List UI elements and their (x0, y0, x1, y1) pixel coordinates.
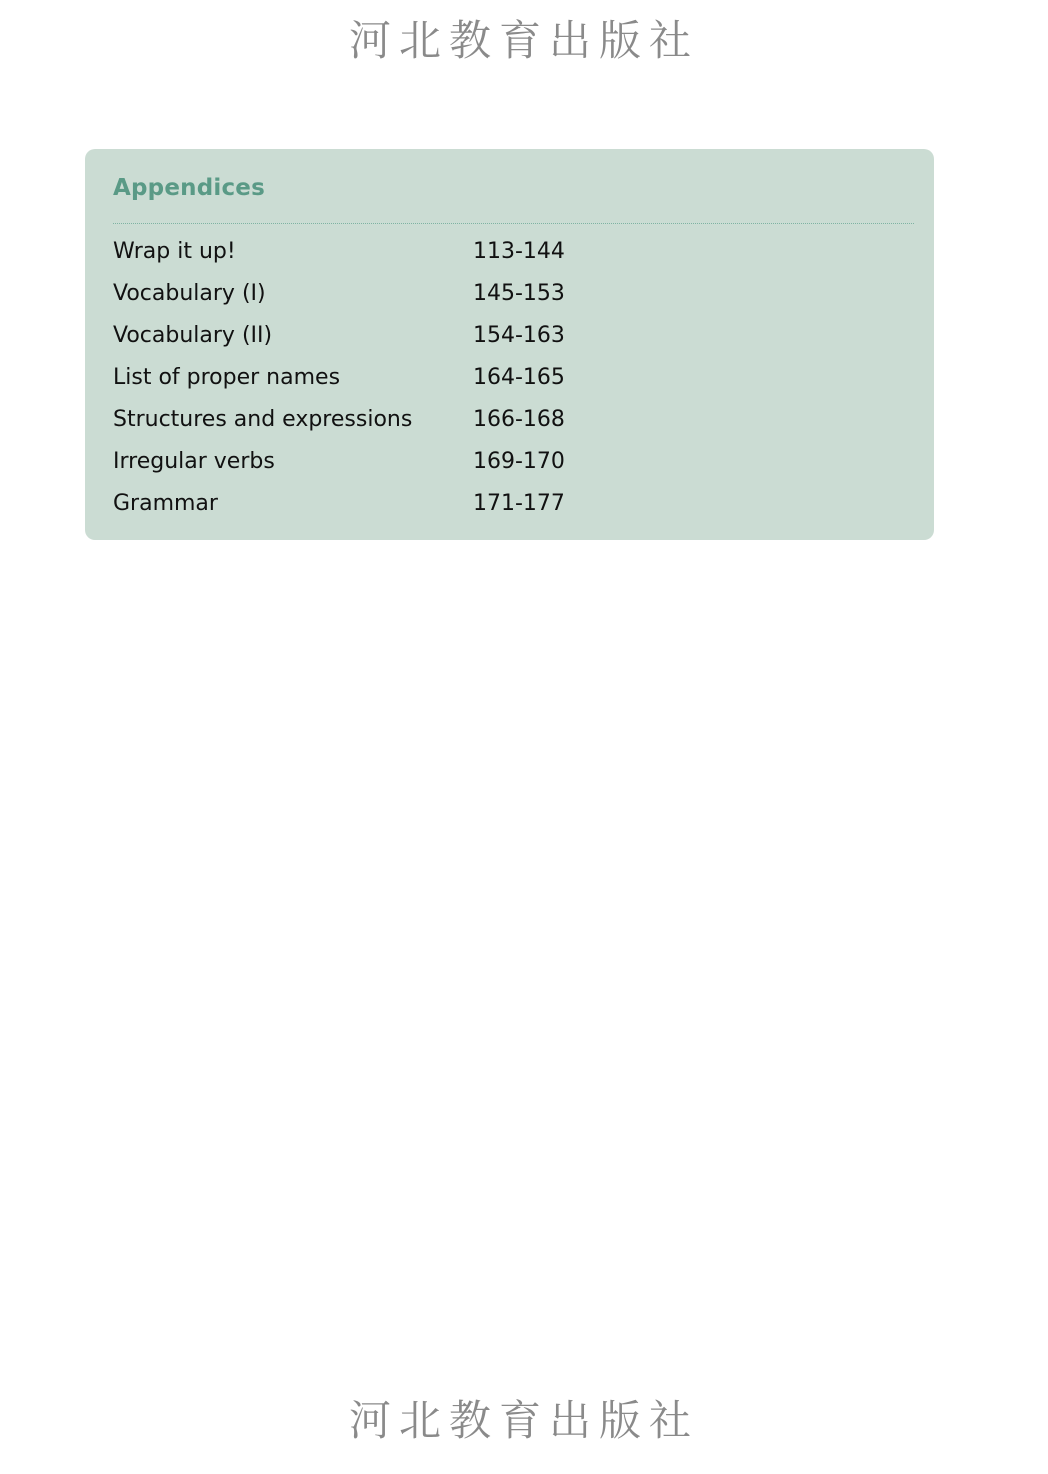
appendix-pages: 113-144 (473, 238, 565, 264)
appendices-list (113, 230, 873, 524)
appendix-row-vocabulary-i[interactable] (113, 272, 873, 314)
appendix-label: Vocabulary (II) (113, 322, 273, 348)
appendix-pages: 154-163 (473, 322, 565, 348)
appendix-row-vocabulary-ii[interactable] (113, 314, 873, 356)
appendix-pages: 169-170 (473, 448, 565, 474)
appendix-row-structures-expressions[interactable] (113, 398, 873, 440)
publisher-watermark-bottom: 河北教育出版社 (348, 1396, 699, 1445)
appendices-title: Appendices (113, 175, 265, 201)
appendix-pages: 164-165 (473, 364, 565, 390)
appendices-panel (85, 149, 934, 540)
appendix-label: Irregular verbs (113, 448, 275, 474)
appendix-row-grammar[interactable] (113, 482, 873, 524)
appendix-label: Wrap it up! (113, 238, 236, 264)
appendix-pages: 171-177 (473, 490, 565, 516)
appendix-row-wrap-it-up[interactable] (113, 230, 873, 272)
appendix-row-proper-names[interactable] (113, 356, 873, 398)
appendix-pages: 145-153 (473, 280, 565, 306)
appendix-pages: 166-168 (473, 406, 565, 432)
appendix-label: List of proper names (113, 364, 341, 390)
appendix-label: Vocabulary (I) (113, 280, 266, 306)
appendix-label: Structures and expressions (113, 406, 413, 432)
appendix-row-irregular-verbs[interactable] (113, 440, 873, 482)
publisher-watermark-top: 河北教育出版社 (348, 16, 699, 65)
appendix-label: Grammar (113, 490, 218, 516)
title-divider (113, 223, 914, 224)
